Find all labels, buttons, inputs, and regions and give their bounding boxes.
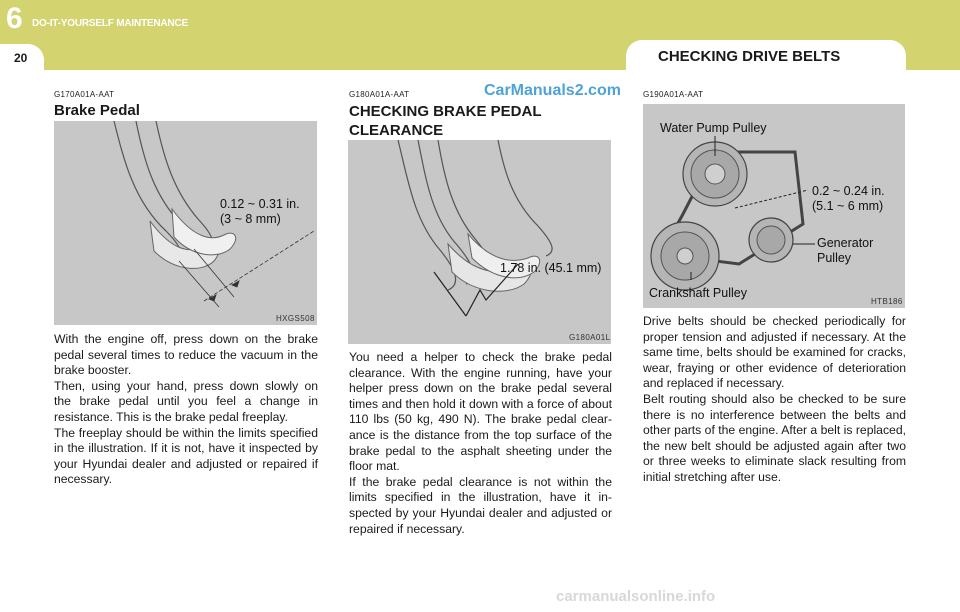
middle-heading: CHECKING BRAKE PEDAL CLEARANCE	[349, 103, 542, 139]
left-section-code: G170A01A-AAT	[54, 90, 115, 99]
brake-pedal-clearance-figure	[348, 140, 611, 344]
middle-figure-code: G180A01L	[569, 333, 611, 342]
generator-pulley-label: Generator Pulley	[817, 236, 874, 265]
site-watermark[interactable]: CarManuals2.com	[484, 82, 621, 99]
footer-watermark: carmanualsonline.info	[556, 588, 716, 605]
drive-belt-figure	[643, 104, 905, 308]
section-title: CHECKING DRIVE BELTS	[658, 48, 841, 65]
right-body-text: Drive belts should be checked periodically for proper tension and adjusted if necessary. At the same time, belts should be examined for cracks, wear, fraying or other evidence of deterioration and replaced if necessary. Belt routing should also be checked to be sure there is no interference between the belts and other parts of the engine. After a belt is replaced, the new belt should be adjusted again after two or three weeks to eliminate slack resulting from initial stretching after use.	[643, 314, 906, 484]
generator-pulley	[749, 218, 793, 262]
clearance-label: 1.78 in. (45.1 mm)	[500, 261, 602, 275]
middle-body-text: You need a helper to check the brake pedal clearance. With the engine running, have your helper press down on the brake pedal several times and then hold it down with a force of about 110 lbs (50 kg, 490 N). The brake pedal clear-ance is the distance from the top surface of the brake pedal to the asphalt sheeting under the floor mat. If the brake pedal clearance is not within the limits specified in the illustration, have it in-spected by your Hyundai dealer and adjusted or repaired if necessary.	[349, 350, 612, 536]
belt-deflection-label: 0.2 ~ 0.24 in. (5.1 ~ 6 mm)	[812, 184, 885, 213]
left-figure-code: HXGS508	[276, 314, 315, 323]
chapter-title: DO-IT-YOURSELF MAINTENANCE	[32, 18, 188, 29]
left-heading: Brake Pedal	[54, 102, 140, 119]
middle-section-code: G180A01A-AAT	[349, 90, 410, 99]
crankshaft-pulley	[651, 222, 719, 290]
chapter-number: 6	[6, 2, 23, 35]
freeplay-label: 0.12 ~ 0.31 in. (3 ~ 8 mm)	[220, 197, 300, 226]
water-pump-pulley-label: Water Pump Pulley	[660, 121, 767, 135]
left-body-text: With the engine off, press down on the brake pedal several times to reduce the vacuum in the brake booster. Then, using your hand, press down slowly on the brake pedal until you feel a change in resistance. This is the brake pedal freeplay. The freeplay should be within the limits specified in the illustration. If it is not, have it inspected by your Hyundai dealer and adjusted or repaired if necessary.	[54, 332, 318, 487]
pedal-clearance-illustration	[348, 140, 611, 344]
brake-pedal-freeplay-figure	[54, 121, 317, 325]
right-figure-code: HTB186	[871, 297, 903, 306]
crankshaft-pulley-label: Crankshaft Pulley	[649, 286, 747, 300]
page-number: 20	[14, 51, 28, 65]
right-section-code: G190A01A-AAT	[643, 90, 704, 99]
